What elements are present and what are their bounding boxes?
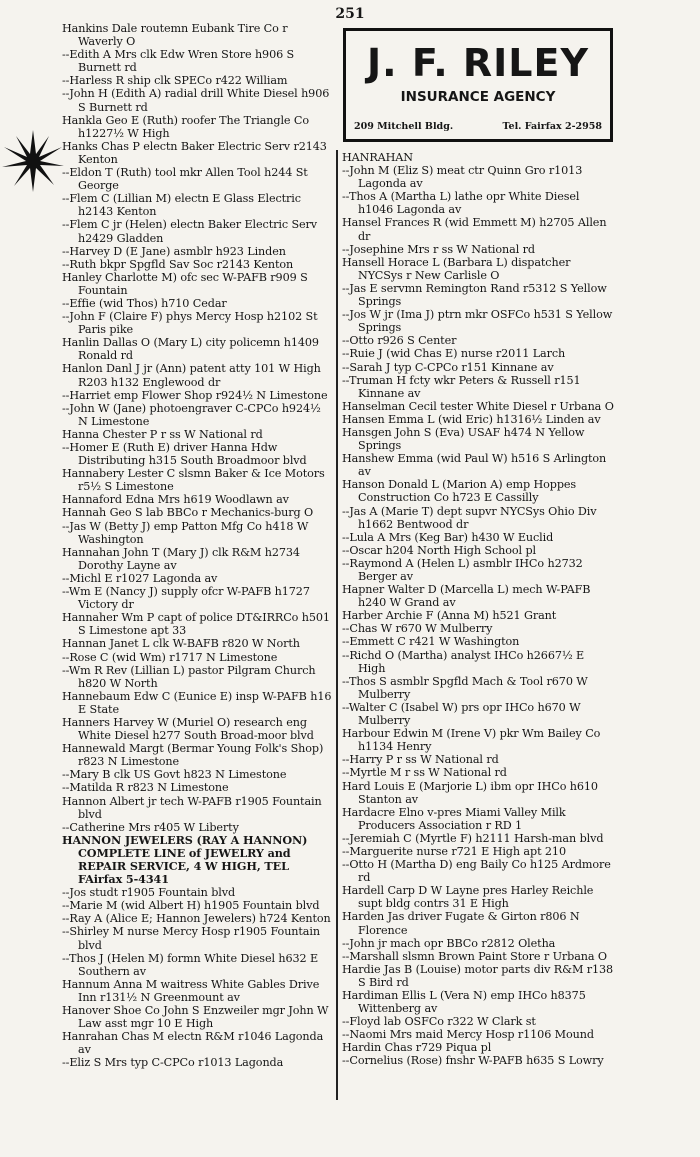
directory-entry: --Homer E (Ruth E) driver Hanna Hdw Distributing h315 South Broadmoor blvd <box>62 441 307 468</box>
directory-entry: --Jos W jr (Ima J) ptrn mkr OSFCo h531 S Yellow Springs <box>342 308 613 335</box>
directory-entry: --Richd O (Martha) analyst IHCo h2667½ E High <box>342 648 585 675</box>
directory-entry: Hanley Charlotte M) ofc sec W-PAFB r909 S Fountain <box>62 270 308 297</box>
ad-company-name: J. F. RILEY <box>367 41 589 85</box>
directory-entry: --Flem C (Lillian M) electn E Glass Electric h2143 Kenton <box>62 192 301 219</box>
directory-entry: Hanners Harvey W (Muriel O) research eng White Diesel h277 South Broad-moor blvd <box>62 715 314 743</box>
directory-entry: --Ruie J (wid Chas E) nurse r2011 Larch <box>342 347 566 361</box>
directory-entry: Hankins Dale routemn Eubank Tire Co r Waverly O <box>62 22 288 49</box>
directory-entry: --Walter C (Isabel W) prs opr IHCo h670 W Mulberry <box>342 700 581 728</box>
business-ad-entry: HANNON JEWELERS (RAY A HANNON) COMPLETE LINE of JEWELRY and REPAIR SERVICE, 4 W HIGH, TEL FAirfax 5-4341 <box>62 832 308 887</box>
directory-entry: --Wm E (Nancy J) supply ofcr W-PAFB h1727 Victory dr <box>62 585 310 612</box>
star-marker-icon <box>2 130 64 192</box>
directory-entry: --Josephine Mrs r ss W National rd <box>342 242 535 256</box>
directory-entry: --Thos S asmblr Spgfld Mach & Tool r670 W Mulberry <box>342 674 588 701</box>
directory-entry: --Rose C (wid Wm) r1717 N Limestone <box>62 650 278 664</box>
directory-entry: --Otto H (Martha D) eng Baily Co h125 Ardmore rd <box>342 858 611 885</box>
directory-entry: Hansen Emma L (wid Eric) h1316½ Linden av <box>342 412 601 426</box>
directory-entry: --Chas W r670 W Mulberry <box>342 622 493 636</box>
directory-entry: --Floyd lab OSFCo r322 W Clark st <box>342 1015 536 1029</box>
directory-entry: Hannan Janet L clk W-BAFB r820 W North <box>62 637 300 651</box>
directory-entry: --John M (Eliz S) meat ctr Quinn Gro r1013 Lagonda av <box>342 164 583 191</box>
directory-entry: Hanlin Dallas O (Mary L) city policemn h1409 Ronald rd <box>62 336 319 363</box>
directory-entry: Hanshew Emma (wid Paul W) h516 S Arlington av <box>342 452 607 479</box>
directory-entry: Hanson Donald L (Marion A) emp Hoppes Construction Co h723 E Cassilly <box>342 478 577 505</box>
directory-entry: Hanselman Cecil tester White Diesel r Urbana O <box>342 399 614 413</box>
page-number: 251 <box>335 6 365 22</box>
directory-entry: Hanna Chester P r ss W National rd <box>62 427 263 441</box>
directory-entry: Hankla Geo E (Ruth) roofer The Triangle Co h1227½ W High <box>62 113 310 140</box>
directory-entry: --Naomi Mrs maid Mercy Hosp r1106 Mound <box>342 1028 594 1042</box>
directory-entry: --John jr mach opr BBCo r2812 Oletha <box>342 936 556 950</box>
directory-entry: Hannum Anna M waitress White Gables Drive Inn r131½ N Greenmount av <box>62 977 320 1004</box>
running-heading: HANRAHAN <box>342 151 413 164</box>
directory-entry: Hard Louis E (Marjorie L) ibm opr IHCo h610 Stanton av <box>342 779 598 806</box>
directory-entry: --John W (Jane) photoengraver C-CPCo h924½ N Limestone <box>62 401 321 428</box>
directory-entry: Hanlon Danl J jr (Ann) patent atty 101 W High R203 h132 Englewood dr <box>62 362 321 389</box>
directory-entry: --Jas A (Marie T) dept supvr NYCSys Ohio Div h1662 Bentwood dr <box>342 504 597 531</box>
directory-entry: Harbour Edwin M (Irene V) pkr Wm Bailey Co h1134 Henry <box>342 727 601 754</box>
directory-entry: --Raymond A (Helen L) asmblr IHCo h2732 Berger av <box>342 556 583 583</box>
directory-entry: --Oscar h204 North High School pl <box>342 543 536 557</box>
directory-entry: --Jas W (Betty J) emp Patton Mfg Co h418 W Washington <box>62 519 309 546</box>
directory-entry: --Emmett C r421 W Washington <box>342 635 520 649</box>
directory-entry: --Matilda R r823 N Limestone <box>62 781 229 795</box>
directory-entry: --Myrtle M r ss W National rd <box>342 766 507 780</box>
directory-entry: --Otto r926 S Center <box>342 334 457 348</box>
directory-entry: Hanrahan Chas M electn R&M r1046 Lagonda av <box>62 1030 324 1057</box>
directory-entry: Hanover Shoe Co John S Enzweiler mgr John W Law asst mgr 10 E High <box>62 1004 329 1031</box>
ad-footer <box>354 121 602 132</box>
directory-entry: Hansell Horace L (Barbara L) dispatcher NYCSys r New Carlisle O <box>342 255 571 282</box>
directory-entry: Hapner Walter D (Marcella L) mech W-PAFB h240 W Grand av <box>342 583 591 610</box>
directory-entry: --Edith A Mrs clk Edw Wren Store h906 S Burnett rd <box>62 48 295 75</box>
directory-entry: Hannaher Wm P capt of police DT&IRRCo h501 S Limestone apt 33 <box>62 611 330 638</box>
ad-phone: Tel. Fairfax 2-2958 <box>502 121 602 132</box>
directory-entry: Hannah Geo S lab BBCo r Mechanics-burg O <box>62 506 314 520</box>
directory-entry: --Eliz S Mrs typ C-CPCo r1013 Lagonda <box>62 1056 284 1070</box>
directory-entry: --Shirley M nurse Mercy Hosp r1905 Fountain blvd <box>62 925 320 952</box>
directory-entry: --Cornelius (Rose) fnshr W-PAFB h635 S Lowry <box>342 1054 604 1068</box>
column-divider <box>336 150 338 1100</box>
directory-entry: Harden Jas driver Fugate & Girton r806 N Florence <box>342 910 580 937</box>
directory-entry: --Flem C jr (Helen) electn Baker Electric Serv h2429 Gladden <box>62 218 318 245</box>
directory-entry: Hannewald Margt (Bermar Young Folk's Shop) r823 N Limestone <box>62 742 324 769</box>
directory-entry: --Marie M (wid Albert H) h1905 Fountain blvd <box>62 899 320 913</box>
left-column <box>62 22 332 1070</box>
right-column <box>342 151 614 1068</box>
directory-entry: --Eldon T (Ruth) tool mkr Allen Tool h244 St George <box>62 166 308 193</box>
directory-entry: Hansel Frances R (wid Emmett M) h2705 Allen dr <box>342 216 607 243</box>
directory-entry: --Wm R Rev (Lillian L) pastor Pilgram Church h820 W North <box>62 663 316 690</box>
directory-entry: --Jeremiah C (Myrtle F) h2111 Harsh-man blvd <box>342 831 604 845</box>
directory-entry: Hannabery Lester C slsmn Baker & Ice Motors r5½ S Limestone <box>62 467 325 494</box>
directory-entry: --Harvey D (E Jane) asmblr h923 Linden <box>62 244 286 258</box>
directory-entry: Hannaford Edna Mrs h619 Woodlawn av <box>62 493 289 507</box>
directory-entry: Hansgen John S (Eva) USAF h474 N Yellow Springs <box>342 425 585 453</box>
directory-entry: Hannebaum Edw C (Eunice E) insp W-PAFB h16 E State <box>62 689 332 716</box>
directory-entry: Hardiman Ellis L (Vera N) emp IHCo h8375 Wittenberg av <box>342 989 586 1016</box>
directory-entry: Hardacre Elno v-pres Miami Valley Milk Producers Association r RD 1 <box>342 805 566 832</box>
directory-entry: --John H (Edith A) radial drill White Diesel h906 S Burnett rd <box>62 87 330 114</box>
directory-entry: Hanks Chas P electn Baker Electric Serv r2143 Kenton <box>62 139 327 166</box>
directory-entry: --Jos studt r1905 Fountain blvd <box>62 886 236 900</box>
directory-entry: --Thos A (Martha L) lathe opr White Diesel h1046 Lagonda av <box>342 190 580 217</box>
directory-entry: --Lula A Mrs (Keg Bar) h430 W Euclid <box>342 530 554 544</box>
directory-entry: Hardie Jas B (Louise) motor parts div R&M r138 S Bird rd <box>342 962 614 989</box>
advertisement-box <box>343 28 613 142</box>
directory-entry: --Harriet emp Flower Shop r924½ N Limestone <box>62 388 328 402</box>
directory-entry: --Effie (wid Thos) h710 Cedar <box>62 296 227 310</box>
directory-entry: --Michl E r1027 Lagonda av <box>62 571 218 585</box>
directory-entry: Hannahan John T (Mary J) clk R&M h2734 Dorothy Layne av <box>62 545 300 572</box>
directory-entry: --Ray A (Alice E; Hannon Jewelers) h724 Kenton <box>62 912 331 926</box>
directory-entry: --Ruth bkpr Spgfld Sav Soc r2143 Kenton <box>62 257 294 271</box>
directory-entry: --Thos J (Helen M) formn White Diesel h632 E Southern av <box>62 951 319 978</box>
directory-entry: --Mary B clk US Govt h823 N Limestone <box>62 768 287 782</box>
directory-entry: Hannon Albert jr tech W-PAFB r1905 Fountain blvd <box>62 794 322 821</box>
directory-entry: --Marguerite nurse r721 E High apt 210 <box>342 844 566 858</box>
directory-entry: Hardell Carp D W Layne pres Harley Reichle supt bldg contrs 31 E High <box>342 884 594 911</box>
directory-entry: --Marshall slsmn Brown Paint Store r Urbana O <box>342 949 607 963</box>
directory-entry: --Harless R ship clk SPECo r422 William <box>62 74 288 88</box>
directory-entry: --Jas E servmn Remington Rand r5312 S Yellow Springs <box>342 281 607 309</box>
ad-address: 209 Mitchell Bldg. <box>354 121 454 132</box>
directory-entry: --John F (Claire F) phys Mercy Hosp h2102 St Paris pike <box>62 310 318 337</box>
directory-entry: --Truman H fcty wkr Peters & Russell r151 Kinnane av <box>342 373 581 400</box>
directory-entry: --Catherine Mrs r405 W Liberty <box>62 820 239 834</box>
directory-entry: Hardin Chas r729 Piqua pl <box>342 1041 492 1055</box>
ad-subtitle: INSURANCE AGENCY <box>400 89 556 105</box>
directory-entry: Harber Archie F (Anna M) h521 Grant <box>342 609 557 623</box>
directory-entry: --Harry P r ss W National rd <box>342 753 499 767</box>
directory-entry: --Sarah J typ C-CPCo r151 Kinnane av <box>342 360 554 374</box>
